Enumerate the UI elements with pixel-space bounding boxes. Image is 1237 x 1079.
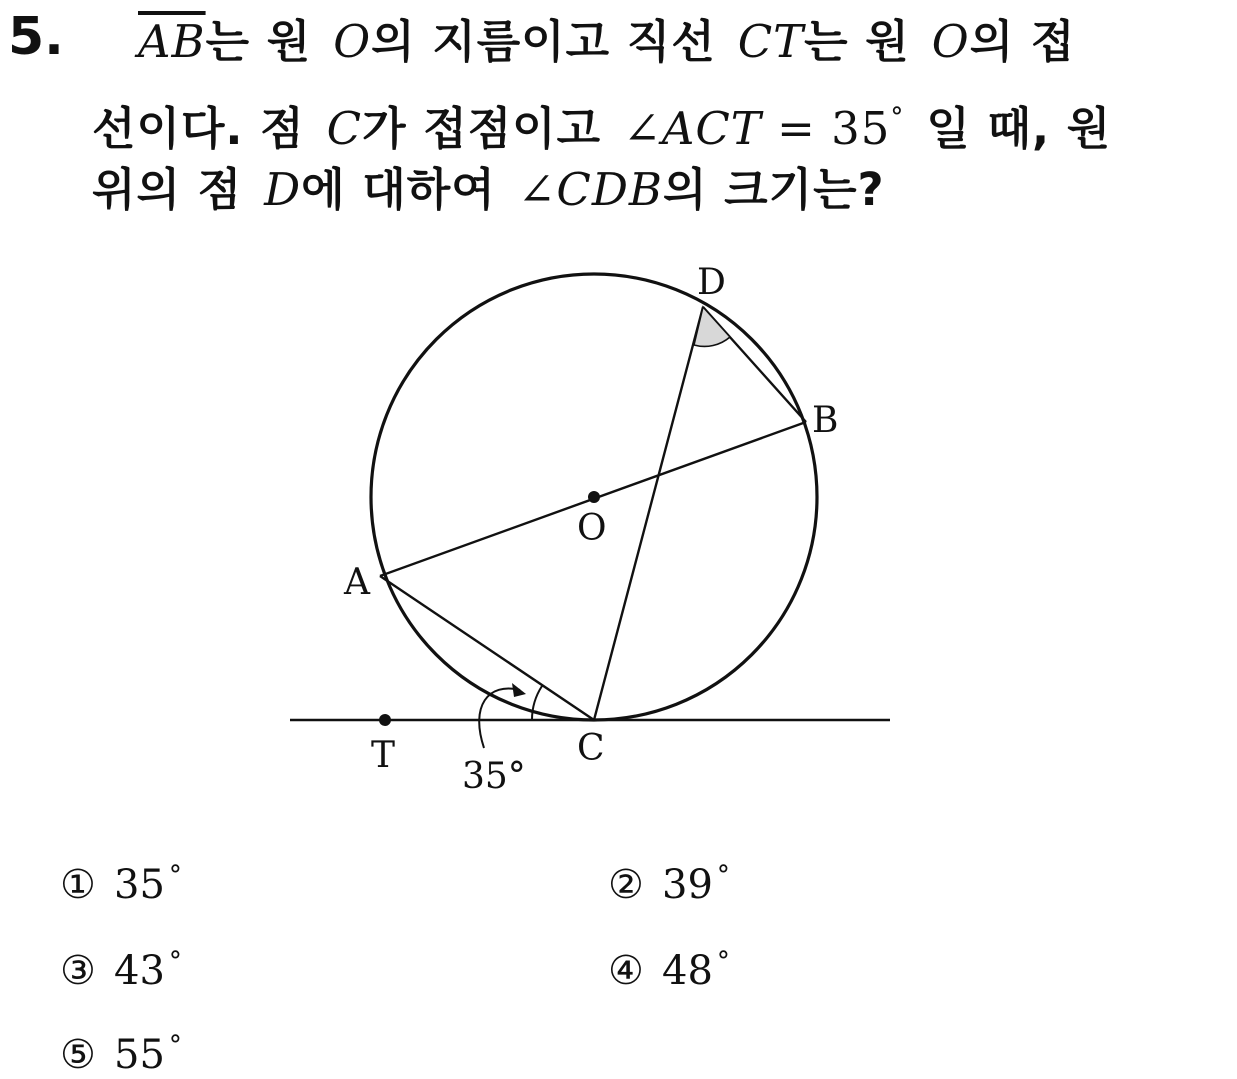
choice-marker: ① xyxy=(60,862,96,908)
choice-value: 35 xyxy=(114,862,165,908)
circle-o-symbol: O xyxy=(333,15,372,68)
question-text: 의 지름이고 직선 xyxy=(371,15,716,68)
choice-value: 39 xyxy=(662,862,713,908)
question-number: 5. xyxy=(8,7,64,67)
segment-ab: $\overline{AB}$ xyxy=(138,15,206,68)
question-text: 일 때, 원 xyxy=(926,102,1112,155)
label-d: D xyxy=(697,262,726,303)
choice-5[interactable] xyxy=(60,1022,182,1079)
choice-value: 55 xyxy=(114,1032,165,1078)
choice-value: 48 xyxy=(662,948,713,994)
choice-unit: ° xyxy=(168,947,182,977)
question-text: 의 접 xyxy=(969,15,1076,68)
point-d-symbol: D xyxy=(264,163,302,216)
choice-unit: ° xyxy=(168,861,182,891)
angle-value: = 35 xyxy=(761,102,891,155)
question-text: 에 대하여 xyxy=(301,163,496,216)
label-a: A xyxy=(344,562,370,603)
center-point-o xyxy=(588,491,600,503)
choice-3[interactable] xyxy=(60,938,182,995)
question-text: 선이다. 점 xyxy=(92,102,305,155)
angle-cdb-symbol: ∠CDB xyxy=(517,163,664,216)
choice-2[interactable] xyxy=(608,852,730,909)
line-ct-symbol: CT xyxy=(737,15,805,68)
choice-marker: ③ xyxy=(60,948,96,994)
choice-unit: ° xyxy=(716,861,730,891)
chord-cd xyxy=(594,307,703,720)
label-c: C xyxy=(577,728,605,769)
arrow-head-icon xyxy=(512,683,526,697)
label-o: O xyxy=(577,508,607,549)
choice-1[interactable] xyxy=(60,852,182,909)
choice-marker: ⑤ xyxy=(60,1032,96,1078)
question-text: 의 크기는? xyxy=(663,163,885,216)
question-text: 위의 점 xyxy=(92,163,243,216)
label-b: B xyxy=(812,400,839,441)
question-text: 는 원 xyxy=(804,15,910,68)
choice-value: 43 xyxy=(114,948,165,994)
choice-marker: ④ xyxy=(608,948,644,994)
circle-o-symbol: O xyxy=(931,15,970,68)
question-text: 는 원 xyxy=(205,15,312,68)
choice-marker: ② xyxy=(608,862,644,908)
question-text: 가 접점이고 xyxy=(362,102,602,155)
degree-symbol: ° xyxy=(890,103,905,133)
choice-4[interactable] xyxy=(608,938,730,995)
angle-act-symbol: ∠ACT xyxy=(623,102,762,155)
label-t: T xyxy=(371,735,396,776)
label-given-angle: 35° xyxy=(462,756,526,797)
choice-unit: ° xyxy=(716,947,730,977)
point-c-symbol: C xyxy=(326,102,363,155)
choice-unit: ° xyxy=(168,1031,182,1061)
angle-cdb-marker xyxy=(694,307,730,346)
point-t xyxy=(379,714,391,726)
